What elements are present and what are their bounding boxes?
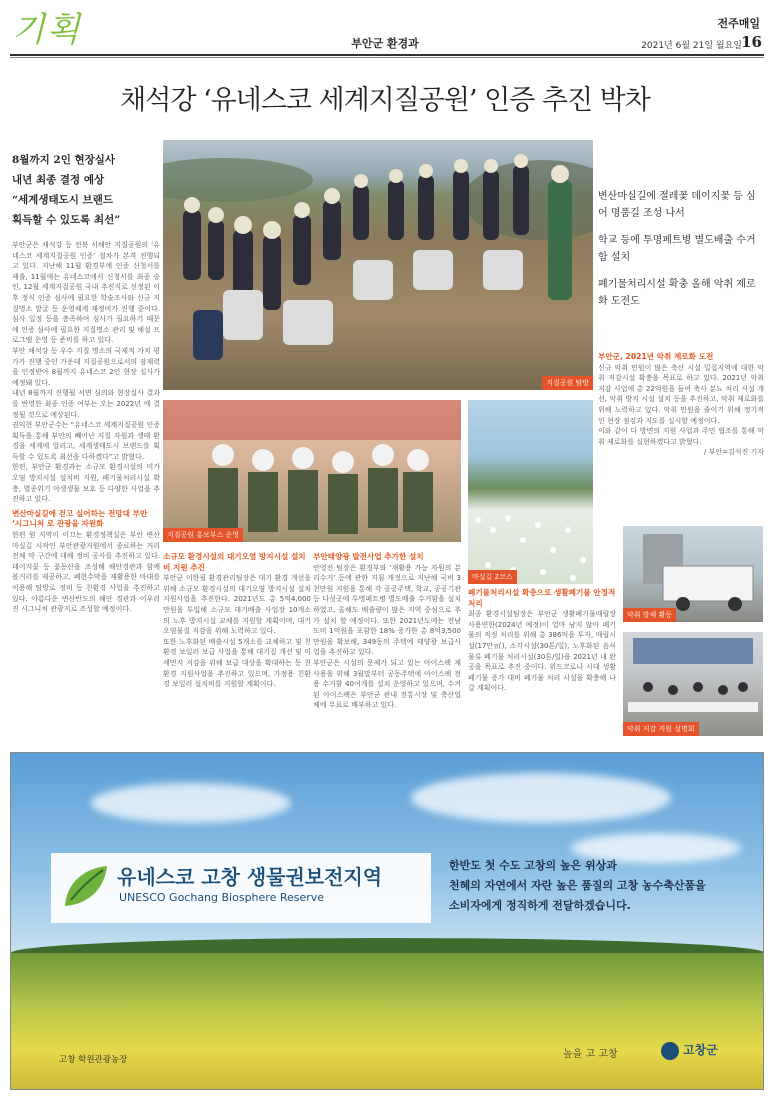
subhead-line: 8월까지 2인 현장실사 [12,154,116,166]
column-1 [12,240,160,735]
ad-subtitle: UNESCO Gochang Biosphere Reserve [119,891,325,904]
section-subtitle: 변산마실길에 걷고 싶어하는 전망대 부안 ‘시그니처 로 관광을 자원화 [12,508,148,529]
column-3b [468,588,616,736]
booth-photo [163,400,461,542]
photo-caption: 마실길 2코스 [468,570,517,584]
subhead-line: “세계생태도시 브랜드 [12,194,113,206]
article-paragraph: 부안군은 시설의 문제가 되고 있는 아이스팩 재사용을 위해 3월말부터 공동주택에 아이스팩 전용 수거함 40여개를 설치 운영하고 있으며, 수거된 아이스팩은 부안군 관내 전통시장 및 축산업체에 무료로 배부하고 있다. [313,658,461,710]
advertisement [10,752,764,1090]
truck-photo [623,526,763,622]
column-3 [313,552,461,737]
section-subtitle: 소규모 환경시설의 대기오염 방지시설 설치비 지원 추진 [163,552,306,572]
byline: / 부안=김석진 기자 [703,448,764,457]
subheads [12,150,162,230]
leaf-logo-icon [57,860,113,916]
ad-copy-line: 소비자에게 정직하게 전달하겠습니다. [449,899,631,912]
section-kicker: 기획 [12,10,82,50]
article-paragraph: 한편, 부안군 환경과는 소규모 환경시설의 미가오염 방지시설 설치비 지원, 폐기물처리시설 확충, 멸종위기 야생생물 보호 등 다양한 사업을 추진하고 있다. [12,463,160,504]
article-paragraph: 최종 환경시설팀장은 부안군 생활폐기물매립장 사용연한(2024년 예정)이 얼마 남지 않아 폐기물의 적정 처리를 위해 총 386억을 투자, 매립시설(17만㎥), 소각시설(30톤/일), 노후화된 음식물류 폐기물 처리시설(30톤/일)을 2021년 내 완공을 목표로 추진 중이다. 위드코로나 시대 생활폐기물 증가 대비 폐기물 처리 시설을 확충해 나갈 계획이다. [468,610,616,693]
pull-quote: 변산마실길에 절레꽃 데이지꽃 등 심어 명품길 조성 나서 [598,191,756,219]
main-photo [163,140,593,390]
article-paragraph: 부안군은 채석강 등 전북 서해안 지질공원의 ‘유네스코 세계지질공원 인증’ 절차가 본격 진행되고 있다. 지난해 11월 환경부에 인증 신청서를 제출, 11월에는 유네스코에서 신청서를 최종 승인, 12월 세계지질공원 국내 추진지로 선정된 이후 정식 인증 심사에 필요한 학술조사와 신규 지질명소 발굴 등 운영체계 재정비가 진행 중이다. 심사 일정 등을 충족하여 심사가 필요하기 때문에 인증 심사에 필요한 지질명소 관리 및 해설 프로그램 운영 등 준비를 하고 있다. [12,241,160,345]
article-paragraph: 이와 같이 다 방면의 지원 사업과 주민 협조를 통해 악취 제로화를 실현하겠다고 밝혔다. [598,427,764,446]
article-paragraph: 안영진 팀장은 환경부와 ‘재활용 가능 자원의 분리수거’ 등에 관한 지침 개정으로 지난해 국비 3천만원 지원을 통해 각 공공주택, 학교, 공공기관 등 다섯곳에 투명페트병 별도배출 수거함을 설치하였고, 올해도 배출량이 많은 지역 중심으로 추가 설치 할 예정이다. 또한 2021년도에는 전남도비 1억원을 포함한 18% 증가한 총 8억3,500만원을 확보해, 349동의 주택에 태양광 보급사업을 추진하고 있다. [313,563,461,657]
article-paragraph: 권익현 부안군수는 “유네스코 세계지질공원 인증 획득을 통해 부안의 빼어난 지질 자원과 생태 환경을 세계에 알리고, 세계생태도시 브랜드를 획득할 수 있도록 최선을 다하겠다”고 밝혔다. [12,421,160,461]
newspaper-name: 전주매일 [717,17,760,30]
section-subtitle: 부안태양광 발전사업 추가한 설치 [313,552,424,561]
article-paragraph: 신규 악취 민원이 많은 축산 시설 밀집지역에 대한 악취 저감시설 확충을 목표로 하고 있다. 2021년 악취 저감 사업에 총 22억원을 들여 축사 분뇨 처리 시설 개선, 악취 방지 시설 설치 등을 추진하고, 악취 제로화를 위해 노력하고 있다. 악취 민원을 줄이기 위해 정기적인 현장 점검과 지도를 실시할 예정이다. [598,363,764,425]
photo-caption: 지질공원 홍보부스 운영 [163,528,243,542]
ad-field [11,953,764,1090]
photo-caption: 악취 저감 지원 설명회 [623,722,699,736]
cloud [411,773,671,823]
meeting-illustration [623,632,763,736]
header-rule-thin [10,57,764,58]
ad-location: 고창 학원관광농장 [59,1055,128,1065]
flower-illustration [468,400,593,584]
ad-banner [51,853,431,923]
group-hikers-illustration [163,140,593,390]
cloud [91,783,291,823]
booth-illustration [163,400,461,542]
ad-logo-slogan: 높을 고 고창 [563,1049,618,1060]
headline: 채석강 ‘유네스코 세계지질공원’ 인증 추진 박차 [120,85,650,116]
meeting-photo [623,632,763,736]
ad-copy-line: 한반도 첫 수도 고창의 높은 위상과 [449,859,617,872]
subhead-line: 획득할 수 있도록 최선” [12,214,121,226]
article-paragraph: 내년 8월까지 진행될 서면 심의와 현장실사 결과를 반영한 최종 인증 여부는 오는 2022년 에 결정될 것으로 예상된다. [12,389,160,419]
header-rule [10,54,764,56]
section-subtitle: 폐기물처리시설 확충으로 생활폐기물 안정적 처리 [468,588,616,608]
page-number: 16 [741,33,762,51]
article-paragraph: 한편 원 지역이 이끄는 환경정책실은 부안 변산마실길 시작인 부안관광지원에서 종료하는 거리 전체 약 구간에 대해 정비 공사를 추진하고 있다. 데이지꽃 등 꽃동산을 조성해 해안경관과 함께 볼거리를 제공하고, 폐현수막을 재활용한 마대를 이용해 탐방로 정비 등 친환경 사업을 추진하고 있다. 아름다운 변산반도의 해안 경관과 어우러진 시그니처 관광지로 조성할 예정이다. [12,531,160,614]
county-name: 고창군 [683,1043,718,1057]
pull-quote: 폐기물처리시설 확충 올해 악취 제로화 도전도 [598,279,756,307]
section-subtitle: 부안군, 2021년 악취 제로화 도전 [598,352,714,361]
photo-caption: 악취 방제 활동 [623,608,676,622]
article-paragraph: 또한 노후화된 배출시설 5개소를 교체하고 및 친환경 보일러 보급 사업을 통해 대기질 개선 및 미세먼지 저감을 위해 보급 대상을 확대하는 등 친환경 지원사업을 추진하고 있으며, 가정용 친환경 보일러 설치비를 지원할 계획이다. [163,637,311,689]
flower-field-photo [468,400,593,584]
section-title: 부안군 환경과 [351,37,419,50]
pull-quotes [598,188,758,320]
ad-logo-county [661,1041,718,1060]
column-4-top [598,352,764,520]
photo-caption: 지질공원 탐방 [542,376,593,390]
article-paragraph: 부안 채석강 등 우수 지질 명소의 국제적 가치 평가가 진행 중인 가운데 지질공원으로서의 잠재력을 인정받아 8월까지 유네스코 2인 현장 실사가 예정돼 있다. [12,346,160,387]
ad-copy-line: 천혜의 자연에서 자란 높은 품질의 고창 농수축산품을 [449,879,706,892]
ad-title: 유네스코 고창 생물권보전지역 [117,865,383,889]
column-2 [163,552,311,737]
article-paragraph: 부안군 이한필 환경관리팀장은 대기 환경 개선을 위해 소규모 환경시설의 대기오염 방지시설 설치 지원사업을 추진한다. 2021년도 총 5억4,000만원을 투입해 소규모 대기배출 사업장 10개소의 노후 방지시설 교체를 지원할 계획이며, 대기오염물질 저감을 위해 노력하고 있다. [163,574,311,636]
subhead-line: 내년 최종 결정 예상 [12,174,105,186]
pull-quote: 학교 등에 투명페트병 별도배출 수거함 설치 [598,235,756,263]
issue-date: 2021년 6월 21일 월요일 [641,41,742,51]
ad-copy [449,856,706,916]
county-emblem-icon [661,1042,679,1060]
